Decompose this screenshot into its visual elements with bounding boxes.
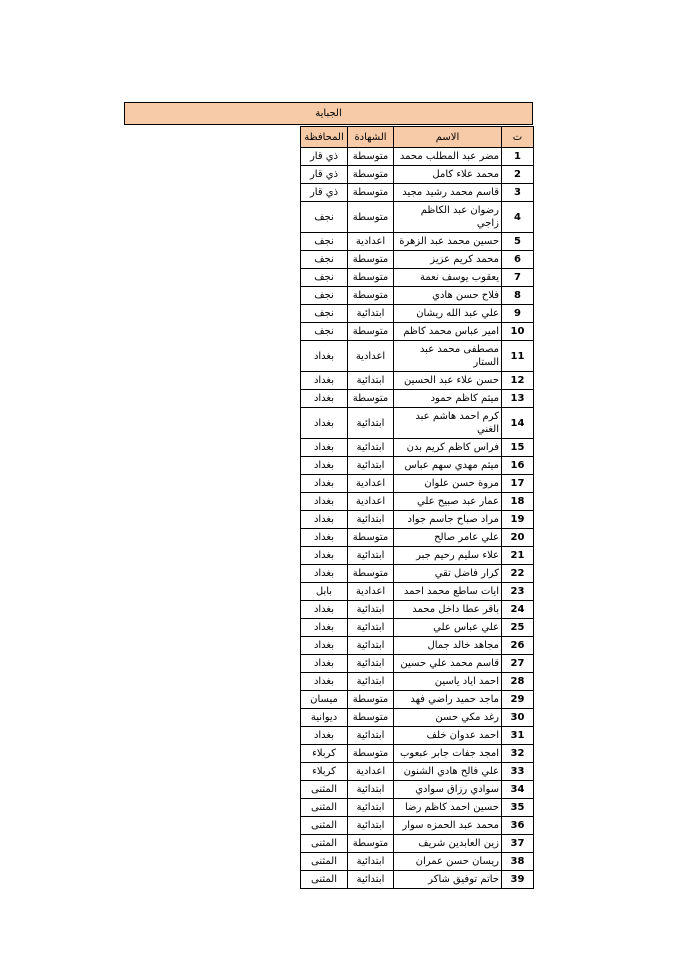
row-governorate: المثنى xyxy=(301,817,348,835)
table-row xyxy=(301,835,534,853)
row-name: حسين احمد كاظم رضا xyxy=(394,799,502,817)
row-number: 19 xyxy=(502,511,534,529)
row-number: 10 xyxy=(502,323,534,341)
row-certificate: ابتدائية xyxy=(348,673,394,691)
row-name: احمد عدوان خلف xyxy=(394,727,502,745)
row-governorate: بغداد xyxy=(301,655,348,673)
row-certificate: متوسطة xyxy=(348,709,394,727)
row-number: 15 xyxy=(502,439,534,457)
table-row xyxy=(301,287,534,305)
row-name: يعقوب يوسف نعمة xyxy=(394,269,502,287)
row-name: مراد صباح جاسم جواد xyxy=(394,511,502,529)
row-name: علاء سليم رحيم جبر xyxy=(394,547,502,565)
row-governorate: بغداد xyxy=(301,493,348,511)
row-certificate: ابتدائية xyxy=(348,871,394,889)
row-number: 1 xyxy=(502,148,534,166)
row-name: محمد كريم عزيز xyxy=(394,251,502,269)
row-name: ماجد حميد راضي فهد xyxy=(394,691,502,709)
table-row xyxy=(301,493,534,511)
table-row xyxy=(301,727,534,745)
row-number: 37 xyxy=(502,835,534,853)
row-name: علي عبد الله ريشان xyxy=(394,305,502,323)
table-row xyxy=(301,475,534,493)
row-number: 39 xyxy=(502,871,534,889)
header-governorate: المحافظة xyxy=(301,127,348,148)
row-governorate: بغداد xyxy=(301,341,348,372)
row-number: 24 xyxy=(502,601,534,619)
row-number: 26 xyxy=(502,637,534,655)
row-name: احمد اياد ياسين xyxy=(394,673,502,691)
row-name: سوادي رزاق سوادي xyxy=(394,781,502,799)
header-row xyxy=(301,127,534,148)
row-governorate: بغداد xyxy=(301,475,348,493)
table-row xyxy=(301,691,534,709)
table-row xyxy=(301,583,534,601)
row-certificate: متوسطة xyxy=(348,269,394,287)
row-name: ريسان حسن عمران xyxy=(394,853,502,871)
row-name: باقر عطا داخل محمد xyxy=(394,601,502,619)
row-governorate: ميسان xyxy=(301,691,348,709)
row-certificate: متوسطة xyxy=(348,835,394,853)
table-row xyxy=(301,709,534,727)
row-number: 7 xyxy=(502,269,534,287)
row-certificate: متوسطة xyxy=(348,184,394,202)
row-number: 3 xyxy=(502,184,534,202)
row-governorate: المثنى xyxy=(301,853,348,871)
row-governorate: نجف xyxy=(301,287,348,305)
row-name: محمد علاء كامل xyxy=(394,166,502,184)
table-row xyxy=(301,871,534,889)
row-certificate: ابتدائية xyxy=(348,799,394,817)
row-name: حاتم توفيق شاكر xyxy=(394,871,502,889)
row-governorate: بغداد xyxy=(301,457,348,475)
row-governorate: كربلاء xyxy=(301,745,348,763)
row-governorate: بغداد xyxy=(301,547,348,565)
table-body xyxy=(301,148,534,889)
row-certificate: ابتدائية xyxy=(348,853,394,871)
row-number: 4 xyxy=(502,202,534,233)
table-row xyxy=(301,148,534,166)
row-governorate: ذي قار xyxy=(301,148,348,166)
row-governorate: نجف xyxy=(301,251,348,269)
row-name: ايات ساطع محمد احمد xyxy=(394,583,502,601)
row-governorate: بغداد xyxy=(301,727,348,745)
row-certificate: اعدادية xyxy=(348,763,394,781)
row-governorate: بغداد xyxy=(301,511,348,529)
header-number: ت xyxy=(502,127,534,148)
table-row xyxy=(301,529,534,547)
row-number: 33 xyxy=(502,763,534,781)
row-governorate: بغداد xyxy=(301,408,348,439)
row-name: فلاح حسن هادي xyxy=(394,287,502,305)
row-name: ميثم كاظم حمود xyxy=(394,390,502,408)
row-number: 34 xyxy=(502,781,534,799)
records-table xyxy=(300,126,534,889)
row-certificate: متوسطة xyxy=(348,202,394,233)
row-governorate: المثنى xyxy=(301,781,348,799)
row-name: مجاهد خالد جمال xyxy=(394,637,502,655)
row-name: ميثم مهدي سهم عباس xyxy=(394,457,502,475)
row-certificate: ابتدائية xyxy=(348,305,394,323)
row-governorate: بغداد xyxy=(301,619,348,637)
row-name: علي عباس علي xyxy=(394,619,502,637)
table-row xyxy=(301,781,534,799)
row-number: 32 xyxy=(502,745,534,763)
table-row xyxy=(301,853,534,871)
row-number: 8 xyxy=(502,287,534,305)
row-certificate: متوسطة xyxy=(348,529,394,547)
row-certificate: متوسطة xyxy=(348,323,394,341)
table-row xyxy=(301,799,534,817)
row-name: قاسم محمد رشيد مجيد xyxy=(394,184,502,202)
row-certificate: ابتدائية xyxy=(348,601,394,619)
row-certificate: متوسطة xyxy=(348,251,394,269)
row-governorate: المثنى xyxy=(301,835,348,853)
row-certificate: متوسطة xyxy=(348,565,394,583)
table-row xyxy=(301,673,534,691)
row-name: امير عباس محمد كاظم xyxy=(394,323,502,341)
row-governorate: كربلاء xyxy=(301,763,348,781)
row-number: 22 xyxy=(502,565,534,583)
row-governorate: ذي قار xyxy=(301,184,348,202)
row-certificate: ابتدائية xyxy=(348,439,394,457)
row-number: 21 xyxy=(502,547,534,565)
row-certificate: ابتدائية xyxy=(348,655,394,673)
row-name: حسين محمد عبد الزهرة xyxy=(394,233,502,251)
row-number: 17 xyxy=(502,475,534,493)
row-certificate: ابتدائية xyxy=(348,408,394,439)
row-number: 29 xyxy=(502,691,534,709)
table-row xyxy=(301,745,534,763)
row-certificate: اعدادية xyxy=(348,341,394,372)
row-certificate: متوسطة xyxy=(348,287,394,305)
row-name: عمار عبد صبيح علي xyxy=(394,493,502,511)
row-number: 16 xyxy=(502,457,534,475)
row-governorate: بغداد xyxy=(301,439,348,457)
row-governorate: بغداد xyxy=(301,529,348,547)
row-number: 11 xyxy=(502,341,534,372)
row-number: 9 xyxy=(502,305,534,323)
row-certificate: متوسطة xyxy=(348,745,394,763)
row-number: 14 xyxy=(502,408,534,439)
row-governorate: نجف xyxy=(301,233,348,251)
row-name: محمد عبد الحمزه سوار xyxy=(394,817,502,835)
row-governorate: بغداد xyxy=(301,372,348,390)
table-row xyxy=(301,202,534,233)
row-certificate: اعدادية xyxy=(348,233,394,251)
row-name: حسن علاء عبد الحسين xyxy=(394,372,502,390)
row-governorate: بغداد xyxy=(301,601,348,619)
row-certificate: اعدادية xyxy=(348,583,394,601)
row-governorate: بغداد xyxy=(301,673,348,691)
table-row xyxy=(301,251,534,269)
row-name: قاسم محمد علي حسين xyxy=(394,655,502,673)
table-row xyxy=(301,619,534,637)
row-governorate: المثنى xyxy=(301,799,348,817)
row-certificate: ابتدائية xyxy=(348,727,394,745)
row-certificate: ابتدائية xyxy=(348,619,394,637)
row-certificate: متوسطة xyxy=(348,390,394,408)
row-governorate: بغداد xyxy=(301,390,348,408)
table-row xyxy=(301,390,534,408)
row-certificate: ابتدائية xyxy=(348,457,394,475)
row-name: كرار فاضل تقي xyxy=(394,565,502,583)
sheet-title: الجباية xyxy=(124,102,533,125)
table-row xyxy=(301,457,534,475)
row-name: رغد مكي حسن xyxy=(394,709,502,727)
table-row xyxy=(301,601,534,619)
table-row xyxy=(301,166,534,184)
row-number: 2 xyxy=(502,166,534,184)
row-governorate: نجف xyxy=(301,269,348,287)
table-row xyxy=(301,184,534,202)
row-governorate: المثنى xyxy=(301,871,348,889)
table-row xyxy=(301,817,534,835)
row-name: علي فالح هادي الشنون xyxy=(394,763,502,781)
table-row xyxy=(301,547,534,565)
table-row xyxy=(301,233,534,251)
row-name: مضر عبد المطلب محمد xyxy=(394,148,502,166)
row-number: 20 xyxy=(502,529,534,547)
row-name: كرم احمد هاشم عبد الغني xyxy=(394,408,502,439)
row-governorate: نجف xyxy=(301,323,348,341)
row-certificate: متوسطة xyxy=(348,691,394,709)
table-row xyxy=(301,763,534,781)
header-name: الاسم xyxy=(394,127,502,148)
table-row xyxy=(301,439,534,457)
row-name: مروة حسن علوان xyxy=(394,475,502,493)
row-certificate: ابتدائية xyxy=(348,372,394,390)
row-name: زين العابدين شريف xyxy=(394,835,502,853)
row-certificate: ابتدائية xyxy=(348,781,394,799)
row-number: 5 xyxy=(502,233,534,251)
row-name: علي عامر صالح xyxy=(394,529,502,547)
row-governorate: نجف xyxy=(301,305,348,323)
row-number: 27 xyxy=(502,655,534,673)
row-number: 38 xyxy=(502,853,534,871)
row-governorate: ذي قار xyxy=(301,166,348,184)
table-row xyxy=(301,323,534,341)
row-governorate: بابل xyxy=(301,583,348,601)
table-row xyxy=(301,637,534,655)
row-number: 35 xyxy=(502,799,534,817)
row-number: 23 xyxy=(502,583,534,601)
row-certificate: متوسطة xyxy=(348,148,394,166)
row-number: 31 xyxy=(502,727,534,745)
row-name: رضوان عبد الكاظم زاجي xyxy=(394,202,502,233)
table-row xyxy=(301,341,534,372)
row-governorate: ديوانية xyxy=(301,709,348,727)
table-row xyxy=(301,305,534,323)
row-certificate: متوسطة xyxy=(348,166,394,184)
row-number: 30 xyxy=(502,709,534,727)
table-row xyxy=(301,511,534,529)
row-governorate: بغداد xyxy=(301,637,348,655)
row-number: 13 xyxy=(502,390,534,408)
row-certificate: ابتدائية xyxy=(348,817,394,835)
table-row xyxy=(301,565,534,583)
table-row xyxy=(301,269,534,287)
row-name: امجد جفات جابر عبعوب xyxy=(394,745,502,763)
header-certificate: الشهادة xyxy=(348,127,394,148)
table-row xyxy=(301,372,534,390)
table-row xyxy=(301,408,534,439)
row-number: 12 xyxy=(502,372,534,390)
row-certificate: ابتدائية xyxy=(348,547,394,565)
row-name: فراس كاظم كريم بدن xyxy=(394,439,502,457)
row-number: 18 xyxy=(502,493,534,511)
row-number: 28 xyxy=(502,673,534,691)
row-certificate: ابتدائية xyxy=(348,511,394,529)
row-governorate: بغداد xyxy=(301,565,348,583)
row-name: مصطفى محمد عبد الستار xyxy=(394,341,502,372)
row-number: 6 xyxy=(502,251,534,269)
row-number: 25 xyxy=(502,619,534,637)
table-row xyxy=(301,655,534,673)
row-certificate: اعدادية xyxy=(348,493,394,511)
row-certificate: ابتدائية xyxy=(348,637,394,655)
row-certificate: اعدادية xyxy=(348,475,394,493)
row-governorate: نجف xyxy=(301,202,348,233)
row-number: 36 xyxy=(502,817,534,835)
